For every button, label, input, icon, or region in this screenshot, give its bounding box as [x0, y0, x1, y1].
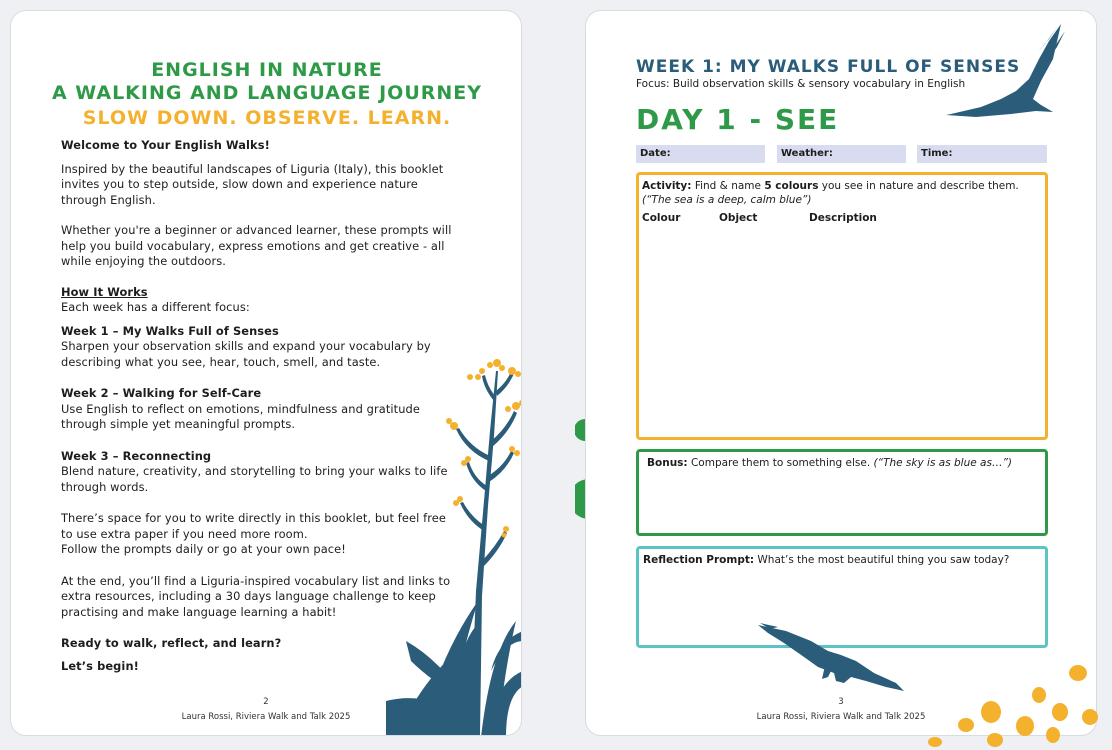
column-object: Object [719, 212, 758, 224]
activity-example: (“The sea is a deep, calm blue”) [642, 194, 812, 206]
page-right [585, 10, 1097, 736]
booklet-title-line1: ENGLISH IN NATURE [151, 59, 383, 81]
column-description: Description [809, 212, 877, 224]
booklet-title-line2: A WALKING AND LANGUAGE JOURNEY [51, 82, 483, 104]
week-1-text: Sharpen your observation skills and expand your vocabulary by describing what you see, hear, touch, smell, and taste. [61, 339, 431, 369]
ready-line: Ready to walk, reflect, and learn? [61, 636, 282, 650]
space-paragraph: There’s space for you to write directly in this booklet, but feel free to use extra paper if you need more room. [61, 511, 446, 541]
week-focus: Focus: Build observation skills & sensory vocabulary in English [636, 78, 966, 90]
reflection-instruction [643, 553, 1009, 567]
bonus-text: Compare them to something else. [690, 457, 871, 469]
week-3-title: Week 3 – Reconnecting [61, 448, 212, 463]
column-colour: Colour [642, 212, 681, 224]
yellow-dots-decoration [925, 660, 1112, 750]
activity-instruction [642, 179, 1019, 207]
footer-left: Laura Rossi, Riviera Walk and Talk 2025 [181, 712, 351, 722]
bonus-label: Bonus: [647, 457, 688, 469]
week-3-text: Blend nature, creativity, and storytelling to bring your walks to life through words. [61, 464, 448, 494]
activity-card[interactable] [636, 172, 1048, 440]
reflection-label: Reflection Prompt: [643, 554, 755, 566]
reflection-text: What’s the most beautiful thing you saw today? [757, 554, 1010, 566]
activity-text-a: Find & name [694, 180, 761, 192]
week-title: WEEK 1: MY WALKS FULL OF SENSES [636, 57, 1021, 77]
bonus-card[interactable] [636, 449, 1048, 536]
intro-paragraph-1: Inspired by the beautiful landscapes of Liguria (Italy), this booklet invites you to step outside, slow down and experience nature through English. [61, 161, 444, 207]
week-2-text: Use English to reflect on emotions, mindfulness and gratitude through simple yet meaningful prompts. [61, 401, 420, 431]
follow-paragraph: Follow the prompts daily or go at your own pace! [61, 542, 346, 556]
page-left [10, 10, 522, 736]
eagle-illustration-bottom [756, 621, 906, 696]
agave-plant-illustration [386, 341, 522, 736]
page-number-left: 2 [263, 697, 269, 707]
day-title: DAY 1 - SEE [636, 103, 840, 136]
intro-paragraph-2: Whether you're a beginner or advanced learner, these prompts will help you build vocabulary, express emotions and get creative - all while enjoying the outdoors. [61, 223, 452, 268]
activity-text-bold: 5 colours [764, 180, 819, 192]
page-number-right: 3 [838, 697, 844, 707]
time-field[interactable]: Time: [917, 145, 1047, 163]
how-it-works-text: Each week has a different focus: [61, 300, 250, 314]
how-it-works-heading: How It Works [61, 284, 148, 299]
date-field[interactable]: Date: [636, 145, 765, 163]
activity-text-b: you see in nature and describe them. [821, 180, 1019, 192]
week-1-title: Week 1 – My Walks Full of Senses [61, 323, 279, 338]
weather-field[interactable]: Weather: [777, 145, 906, 163]
bonus-example: (“The sky is as blue as…”) [873, 457, 1012, 469]
eagle-illustration-top [941, 19, 1071, 119]
begin-line: Let’s begin! [61, 658, 139, 673]
end-paragraph: At the end, you’ll find a Liguria-inspired vocabulary list and links to extra resources, including a 30 days language challenge to keep practising and make language learning a habit! [61, 573, 451, 619]
activity-label: Activity: [642, 180, 692, 192]
booklet-tagline: SLOW DOWN. OBSERVE. LEARN. [82, 107, 452, 129]
bonus-instruction [647, 456, 1012, 470]
footer-right: Laura Rossi, Riviera Walk and Talk 2025 [756, 712, 926, 722]
welcome-heading: Welcome to Your English Walks! [61, 138, 270, 152]
week-2-title: Week 2 – Walking for Self-Care [61, 386, 262, 400]
